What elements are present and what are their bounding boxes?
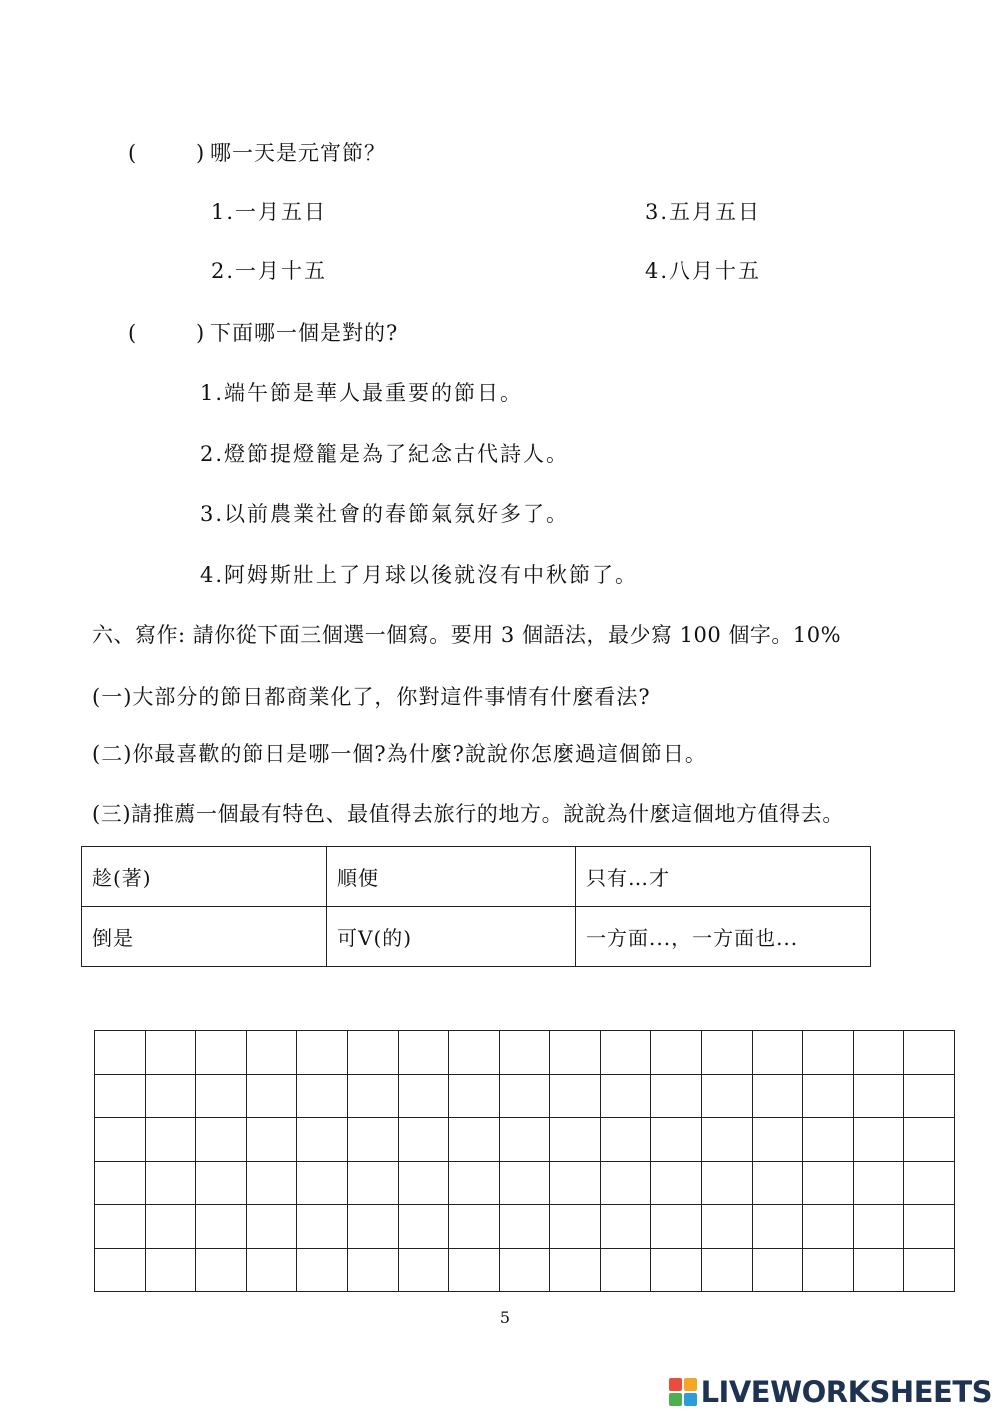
writing-grid-cell[interactable]	[803, 1031, 854, 1075]
writing-grid-cell[interactable]	[146, 1031, 197, 1075]
writing-grid-cell[interactable]	[753, 1118, 804, 1162]
logo-tile	[684, 1378, 697, 1391]
answer-blank-1[interactable]	[148, 138, 194, 168]
table-row	[82, 847, 871, 907]
writing-grid-cell[interactable]	[753, 1205, 804, 1249]
writing-grid-cell[interactable]	[753, 1031, 804, 1075]
writing-grid-cell[interactable]	[297, 1162, 348, 1206]
liveworksheets-logo-icon	[669, 1378, 697, 1406]
option-4: 4.八月十五	[645, 259, 762, 283]
writing-grid-cell[interactable]	[803, 1205, 854, 1249]
writing-grid-cell[interactable]	[95, 1031, 146, 1075]
writing-grid-cell[interactable]	[196, 1031, 247, 1075]
writing-grid-cell[interactable]	[95, 1205, 146, 1249]
writing-grid-cell[interactable]	[196, 1205, 247, 1249]
writing-grid-cell[interactable]	[399, 1031, 450, 1075]
writing-heading: 六、寫作: 請你從下面三個選一個寫。要用 3 個語法，最少寫 100 個字。10%	[92, 623, 842, 647]
writing-grid-cell[interactable]	[601, 1075, 652, 1119]
writing-grid-cell[interactable]	[702, 1205, 753, 1249]
writing-grid-cell[interactable]	[904, 1205, 955, 1249]
writing-grid-cell[interactable]	[550, 1031, 601, 1075]
writing-grid-cell[interactable]	[297, 1249, 348, 1293]
writing-prompt-1: (一)大部分的節日都商業化了，你對這件事情有什麼看法?	[92, 685, 651, 709]
writing-grid-cell[interactable]	[651, 1118, 702, 1162]
option-1: 1.一月五日	[211, 200, 328, 224]
writing-grid-cell[interactable]	[753, 1249, 804, 1293]
writing-grid-cell[interactable]	[500, 1205, 551, 1249]
writing-grid-cell[interactable]	[348, 1249, 399, 1293]
writing-grid-cell[interactable]	[449, 1031, 500, 1075]
writing-grid-cell[interactable]	[904, 1249, 955, 1293]
writing-grid-cell[interactable]	[297, 1075, 348, 1119]
writing-grid-cell[interactable]	[297, 1118, 348, 1162]
writing-grid-cell[interactable]	[651, 1249, 702, 1293]
table-row	[82, 907, 871, 967]
writing-grid-cell[interactable]	[297, 1205, 348, 1249]
writing-prompt-3: (三)請推薦一個最有特色、最值得去旅行的地方。說說為什麼這個地方值得去。	[92, 802, 844, 826]
writing-grid-cell[interactable]	[449, 1205, 500, 1249]
liveworksheets-brand	[669, 1375, 992, 1409]
answer-paren-open: (	[128, 141, 137, 165]
writing-grid-cell[interactable]	[702, 1249, 753, 1293]
grammar-cell: 一方面...，一方面也...	[576, 907, 871, 967]
writing-grid-cell[interactable]	[196, 1118, 247, 1162]
grammar-cell: 趁(著)	[82, 847, 327, 907]
writing-grid-cell[interactable]	[95, 1075, 146, 1119]
writing-grid-cell[interactable]	[500, 1118, 551, 1162]
writing-grid-cell[interactable]	[651, 1075, 702, 1119]
writing-grid-cell[interactable]	[803, 1162, 854, 1206]
writing-grid-cell[interactable]	[348, 1075, 399, 1119]
writing-grid-cell[interactable]	[753, 1162, 804, 1206]
writing-grid-cell[interactable]	[550, 1249, 601, 1293]
writing-grid[interactable]	[94, 1030, 955, 1292]
writing-grid-cell[interactable]	[399, 1249, 450, 1293]
writing-grid-cell[interactable]	[601, 1118, 652, 1162]
writing-grid-cell[interactable]	[601, 1031, 652, 1075]
writing-grid-cell[interactable]	[702, 1075, 753, 1119]
writing-grid-cell[interactable]	[854, 1031, 905, 1075]
writing-grid-cell[interactable]	[803, 1075, 854, 1119]
writing-grid-cell[interactable]	[904, 1118, 955, 1162]
logo-tile	[669, 1378, 682, 1391]
writing-grid-cell[interactable]	[702, 1162, 753, 1206]
writing-grid-cell[interactable]	[651, 1031, 702, 1075]
option-3: 3.五月五日	[645, 200, 762, 224]
writing-grid-cell[interactable]	[146, 1205, 197, 1249]
writing-grid-cell[interactable]	[449, 1162, 500, 1206]
writing-grid-cell[interactable]	[399, 1205, 450, 1249]
writing-grid-cell[interactable]	[247, 1031, 298, 1075]
option-2: 2.一月十五	[211, 259, 328, 283]
question-text: 下面哪一個是對的?	[210, 321, 399, 345]
writing-grid-cell[interactable]	[601, 1162, 652, 1206]
writing-grid-cell[interactable]	[146, 1249, 197, 1293]
writing-grid-cell[interactable]	[449, 1118, 500, 1162]
writing-grid-cell[interactable]	[550, 1162, 601, 1206]
page-number: 5	[499, 1308, 511, 1327]
writing-grid-cell[interactable]	[500, 1162, 551, 1206]
writing-grid-cell[interactable]	[803, 1249, 854, 1293]
writing-grid-cell[interactable]	[854, 1118, 905, 1162]
option-1: 1.端午節是華人最重要的節日。	[200, 381, 524, 405]
writing-grid-cell[interactable]	[500, 1031, 551, 1075]
logo-tile	[684, 1393, 697, 1406]
writing-grid-cell[interactable]	[348, 1031, 399, 1075]
writing-grid-cell[interactable]	[247, 1075, 298, 1119]
writing-grid-cell[interactable]	[247, 1249, 298, 1293]
writing-grid-cell[interactable]	[297, 1031, 348, 1075]
writing-grid-cell[interactable]	[247, 1162, 298, 1206]
writing-grid-cell[interactable]	[854, 1205, 905, 1249]
writing-grid-cell[interactable]	[854, 1075, 905, 1119]
writing-grid-cell[interactable]	[399, 1162, 450, 1206]
writing-grid-cell[interactable]	[904, 1075, 955, 1119]
answer-paren-open: (	[128, 321, 137, 345]
writing-grid-cell[interactable]	[550, 1118, 601, 1162]
writing-grid-cell[interactable]	[904, 1031, 955, 1075]
writing-grid-cell[interactable]	[550, 1075, 601, 1119]
writing-grid-cell[interactable]	[753, 1075, 804, 1119]
writing-grid-cell[interactable]	[854, 1249, 905, 1293]
grammar-cell: 只有…才	[576, 847, 871, 907]
option-2: 2.燈節提燈籠是為了紀念古代詩人。	[200, 442, 570, 466]
grammar-cell: 倒是	[82, 907, 327, 967]
writing-grid-cell[interactable]	[651, 1205, 702, 1249]
grammar-table	[81, 846, 871, 967]
grammar-cell: 可V(的)	[327, 907, 576, 967]
writing-grid-cell[interactable]	[146, 1162, 197, 1206]
writing-grid-cell[interactable]	[449, 1075, 500, 1119]
writing-grid-cell[interactable]	[550, 1205, 601, 1249]
writing-grid-cell[interactable]	[196, 1075, 247, 1119]
writing-grid-cell[interactable]	[348, 1205, 399, 1249]
question-text: 哪一天是元宵節？	[210, 141, 386, 165]
writing-grid-cell[interactable]	[348, 1118, 399, 1162]
writing-grid-cell[interactable]	[904, 1162, 955, 1206]
answer-paren-close: )	[196, 321, 205, 345]
writing-grid-cell[interactable]	[702, 1031, 753, 1075]
answer-paren-close: )	[196, 141, 205, 165]
option-3: 3.以前農業社會的春節氣氛好多了。	[200, 502, 570, 526]
writing-prompt-2: (二)你最喜歡的節日是哪一個?為什麼?說說你怎麼過這個節日。	[92, 742, 707, 766]
writing-grid-cell[interactable]	[196, 1162, 247, 1206]
writing-grid-cell[interactable]	[854, 1162, 905, 1206]
writing-grid-cell[interactable]	[500, 1249, 551, 1293]
writing-grid-cell[interactable]	[651, 1162, 702, 1206]
writing-grid-cell[interactable]	[95, 1249, 146, 1293]
writing-grid-cell[interactable]	[702, 1118, 753, 1162]
writing-grid-cell[interactable]	[247, 1118, 298, 1162]
logo-tile	[669, 1393, 682, 1406]
writing-grid-cell[interactable]	[500, 1075, 551, 1119]
option-4: 4.阿姆斯壯上了月球以後就沒有中秋節了。	[200, 563, 639, 587]
brand-wordmark: LIVEWORKSHEETS	[700, 1375, 992, 1409]
writing-grid-cell[interactable]	[399, 1075, 450, 1119]
writing-grid-cell[interactable]	[601, 1205, 652, 1249]
answer-blank-2[interactable]	[148, 318, 194, 348]
writing-grid-cell[interactable]	[247, 1205, 298, 1249]
writing-grid-cell[interactable]	[196, 1249, 247, 1293]
writing-grid-cell[interactable]	[449, 1249, 500, 1293]
grammar-cell: 順便	[327, 847, 576, 907]
writing-grid-cell[interactable]	[95, 1118, 146, 1162]
writing-grid-cell[interactable]	[95, 1162, 146, 1206]
writing-grid-cell[interactable]	[601, 1249, 652, 1293]
writing-grid-cell[interactable]	[146, 1075, 197, 1119]
writing-grid-cell[interactable]	[399, 1118, 450, 1162]
writing-grid-cell[interactable]	[146, 1118, 197, 1162]
writing-grid-cell[interactable]	[803, 1118, 854, 1162]
writing-grid-cell[interactable]	[348, 1162, 399, 1206]
